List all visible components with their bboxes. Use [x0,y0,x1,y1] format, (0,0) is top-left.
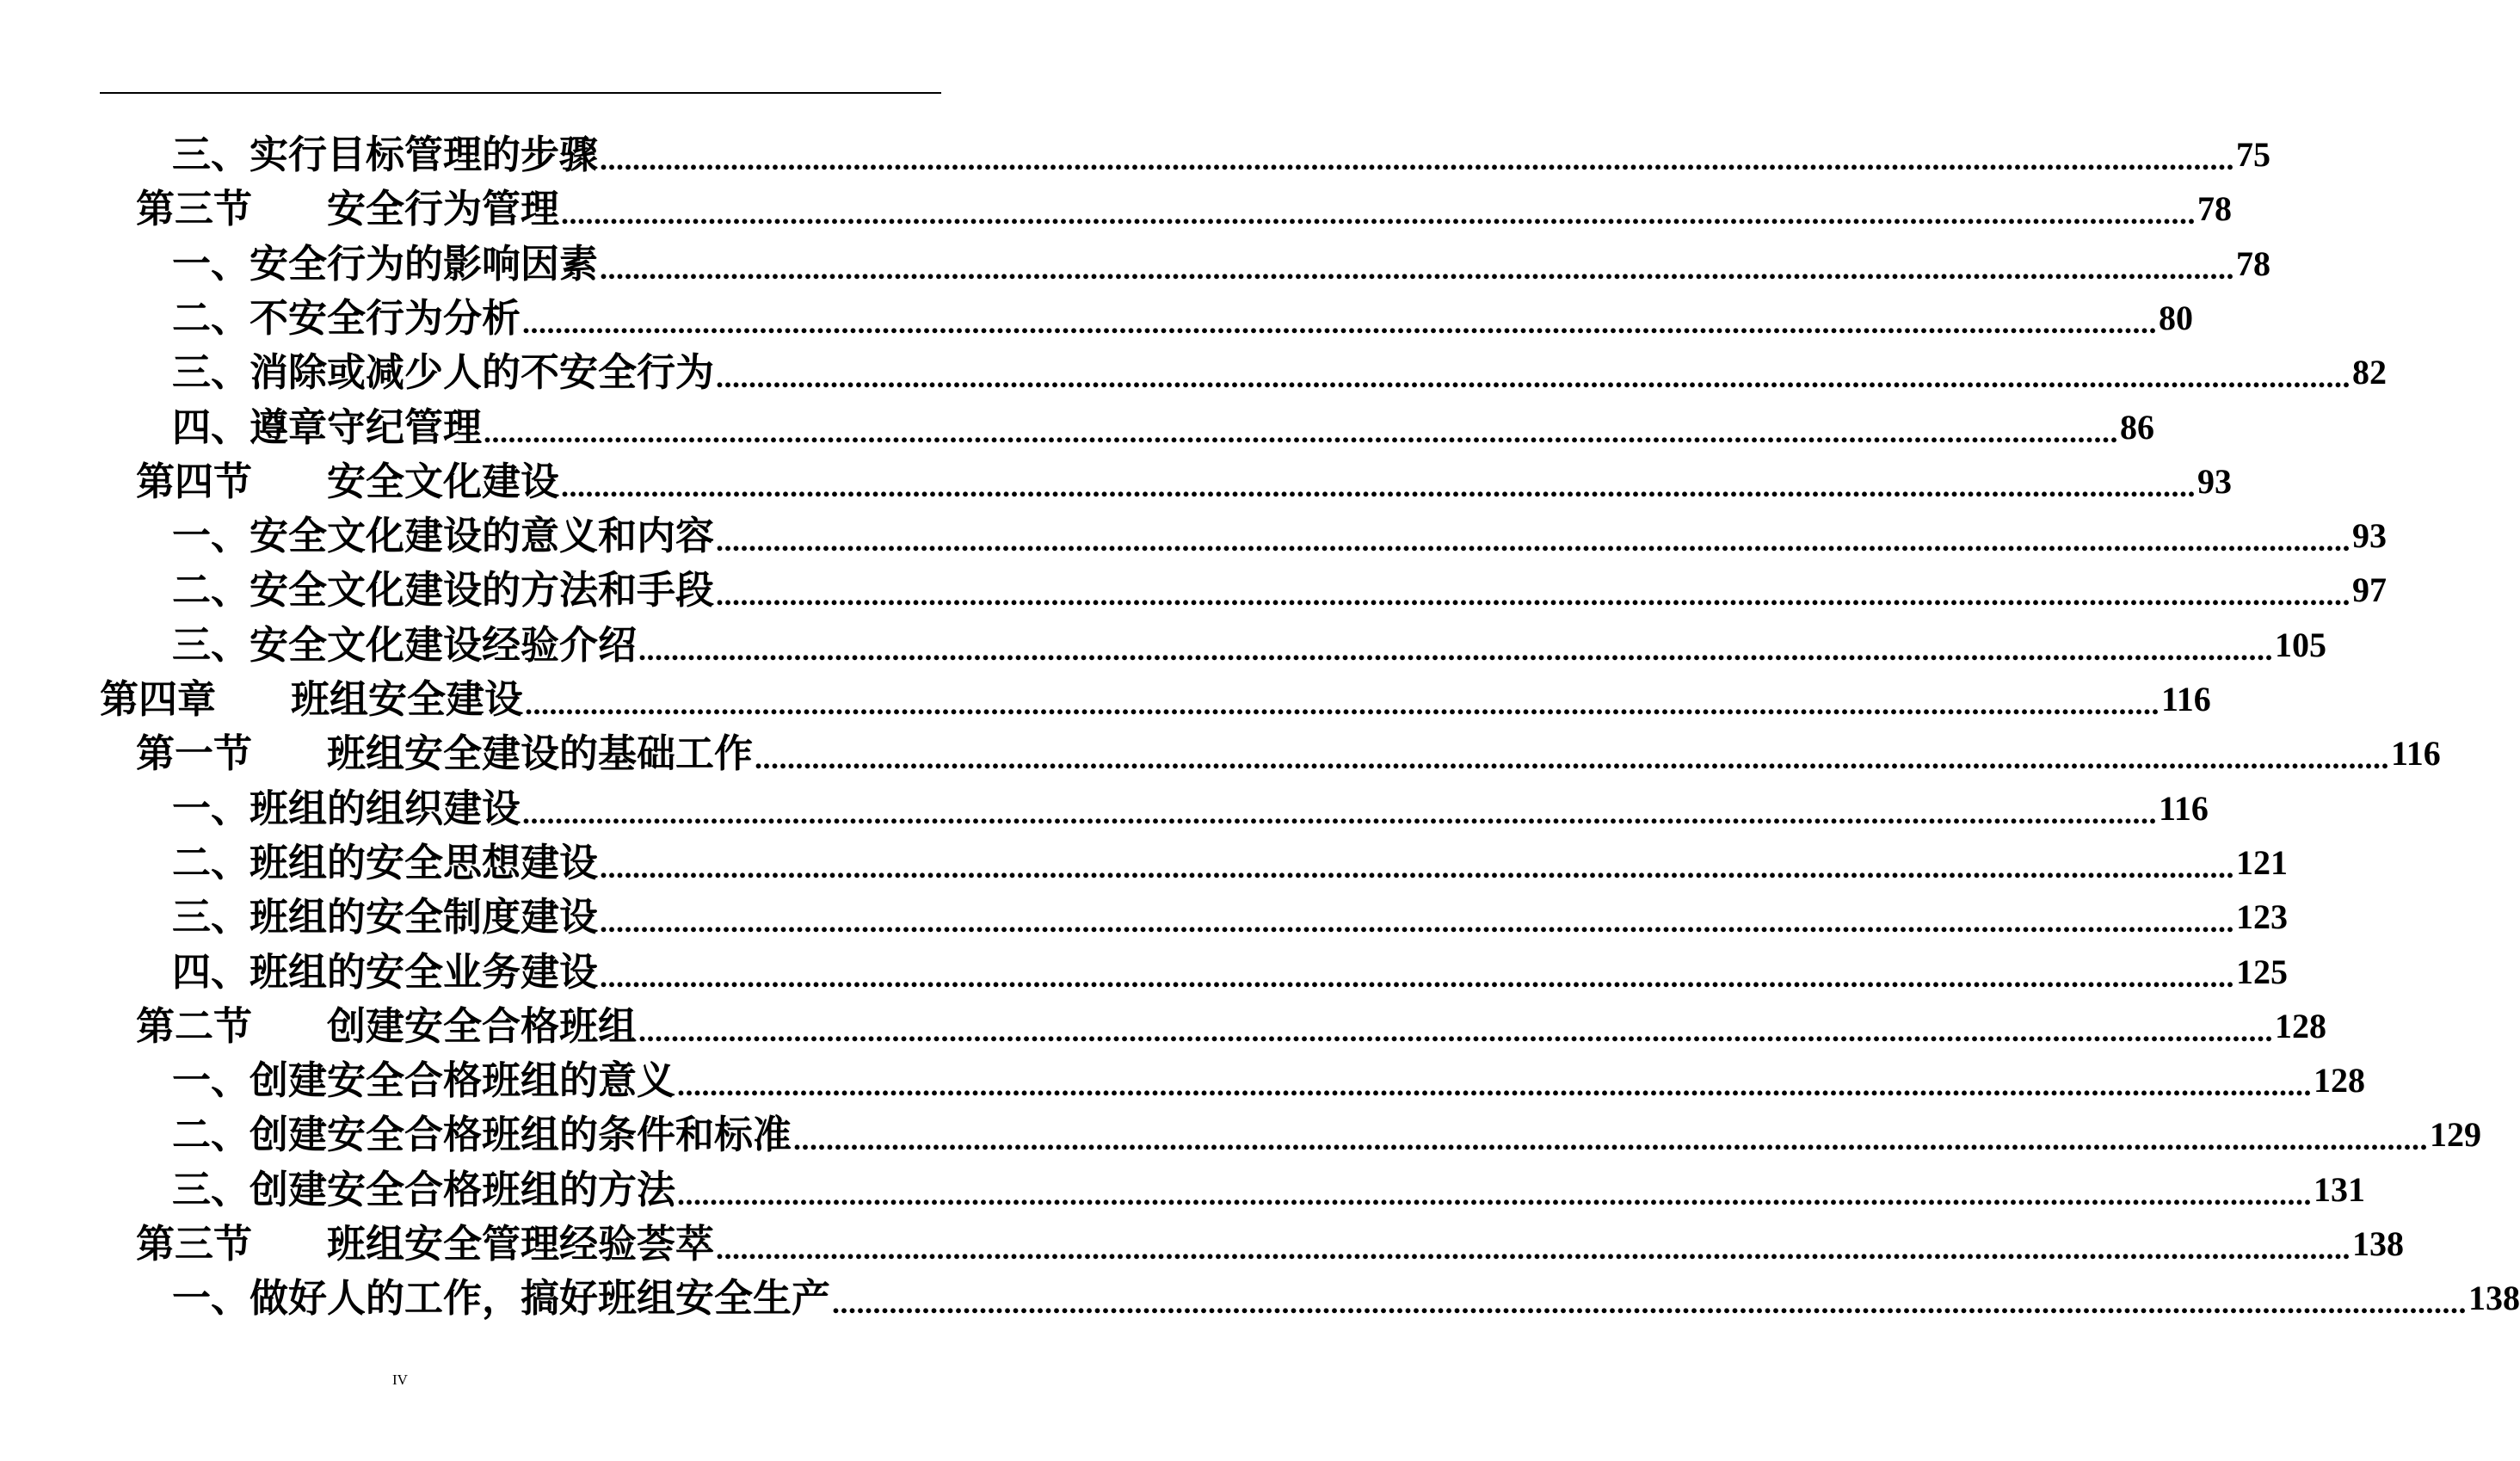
toc-entry[interactable] [172,291,2194,345]
toc-entry[interactable] [172,1271,2520,1325]
toc-entry-label [172,945,598,999]
toc-entry-title: 班组安全管理经验荟萃 [327,1221,715,1267]
toc-entry[interactable] [172,400,2155,454]
toc-entry-page: 116 [2391,734,2441,774]
toc-entry-label [172,835,598,890]
toc-dot-leader: ........................................................................................................................................................................................................ [484,414,2119,449]
toc-dot-leader: ........................................................................................................................................................................................................ [561,196,2197,231]
toc-entry-number: 四、 [172,948,250,995]
toc-entry[interactable] [172,781,2209,835]
toc-dot-leader: ........................................................................................................................................................................................................ [716,1231,2351,1266]
toc-entry[interactable] [172,509,2388,563]
toc-entry-number: 二、 [172,839,250,885]
toc-entry[interactable] [136,1217,2405,1271]
toc-dot-leader: ........................................................................................................................................................................................................ [600,904,2235,940]
toc-entry-title: 班组安全建设的基础工作 [327,730,754,777]
toc-entry-label [172,890,598,944]
toc-dot-leader: ........................................................................................................................................................................................................ [677,1176,2313,1211]
toc-dot-leader: ........................................................................................................................................................................................................ [716,360,2351,395]
toc-entry-number: 三、 [172,621,250,668]
toc-entry-number: 一、 [172,785,250,831]
toc-entry-number: 三、 [172,349,250,396]
toc-entry-label [172,1271,830,1325]
toc-entry-number: 二、 [172,567,250,613]
toc-entry-page: 128 [2314,1061,2366,1100]
toc-entry-title: 创建安全合格班组的条件和标准 [250,1112,792,1158]
toc-entry-number: 三、 [172,1166,250,1212]
toc-entry-number: 四、 [172,404,250,450]
toc-dot-leader: ........................................................................................................................................................................................................ [638,1013,2274,1048]
toc-entry[interactable] [172,563,2388,617]
toc-entry-page: 121 [2236,842,2289,882]
toc-entry-page: 93 [2197,461,2233,501]
page-number: IV [392,1372,408,1388]
toc-entry[interactable] [172,890,2289,944]
toc-entry-number: 三、 [172,132,250,177]
toc-entry-number: 二、 [172,294,250,341]
toc-entry-title: 班组的组织建设 [250,785,521,831]
toc-entry-number: 一、 [172,240,250,287]
toc-entry-label [136,726,753,780]
toc-entry-number: 一、 [172,1275,250,1322]
toc-entry-title: 不安全行为分析 [250,294,521,341]
toc-dot-leader: ........................................................................................................................................................................................................ [716,577,2351,613]
toc-entry-page: 75 [2236,135,2271,174]
toc-dot-leader: ........................................................................................................................................................................................................ [600,959,2235,994]
toc-entry-page: 128 [2275,1006,2327,1045]
toc-entry-label [172,618,637,672]
toc-entry[interactable] [172,1053,2366,1107]
toc-entry[interactable] [172,1107,2482,1162]
toc-entry-number: 第四章 [100,676,217,722]
toc-entry-number: 第四节 [136,458,253,504]
toc-entry[interactable] [172,1162,2366,1217]
toc-dot-leader: ........................................................................................................................................................................................................ [561,468,2197,503]
toc-entry-label [172,237,598,291]
toc-dot-leader: ........................................................................................................................................................................................................ [716,523,2351,558]
toc-entry-label [172,563,714,617]
toc-entry-number: 三、 [172,894,250,940]
toc-entry-label [172,1107,792,1162]
toc-entry-title: 消除或减少人的不安全行为 [250,349,715,396]
toc-entry[interactable] [172,345,2388,399]
toc-entry-number: 第三节 [136,186,253,232]
toc-entry-title: 安全文化建设的方法和手段 [250,567,715,613]
toc-entry[interactable] [172,835,2289,890]
toc-entry-title: 创建安全合格班组 [327,1002,638,1049]
toc-dot-leader: ........................................................................................................................................................................................................ [600,849,2235,885]
toc-entry-title: 创建安全合格班组的意义 [250,1057,676,1104]
toc-entry-number: 第一节 [136,730,253,777]
toc-entry-page: 123 [2236,897,2289,937]
toc-entry-title: 班组的安全思想建设 [250,839,599,885]
toc-entry[interactable] [136,726,2441,780]
toc-entry-page: 138 [2352,1224,2405,1263]
toc-dot-leader: ........................................................................................................................................................................................................ [600,250,2235,286]
toc-entry[interactable] [136,182,2233,236]
toc-entry-page: 86 [2120,407,2155,447]
toc-entry-number: 一、 [172,1057,250,1104]
toc-entry-number: 第二节 [136,1002,253,1049]
toc-entry-title: 安全文化建设 [327,458,560,504]
toc-entry-title: 安全行为的影响因素 [250,240,599,287]
toc-entry-label [172,781,521,835]
toc-dot-leader: ........................................................................................................................................................................................................ [522,305,2158,340]
toc-entry-title: 做好人的工作，搞好班组安全生产 [250,1275,831,1322]
toc-entry-number: 第三节 [136,1221,253,1267]
toc-dot-leader: ........................................................................................................................................................................................................ [522,795,2158,830]
toc-entry-label [172,291,521,345]
toc-dot-leader: ........................................................................................................................................................................................................ [677,1068,2313,1103]
toc-dot-leader: ........................................................................................................................................................................................................ [638,632,2274,667]
toc-entry[interactable] [172,945,2289,999]
toc-entry-title: 创建安全合格班组的方法 [250,1166,676,1212]
toc-entry-page: 116 [2159,788,2209,828]
toc-entry[interactable] [100,672,2211,726]
toc-entry-title: 遵章守纪管理 [250,404,483,450]
toc-entry-page: 125 [2236,952,2289,991]
toc-entry-page: 93 [2352,516,2388,556]
toc-entry-page: 82 [2352,353,2388,392]
toc-entry-page: 131 [2314,1169,2366,1209]
header-rule [100,92,941,94]
toc-entry-title: 安全文化建设经验介绍 [250,621,638,668]
toc-entry-label [172,127,598,182]
toc-entry-page: 116 [2161,680,2211,718]
toc-entry-page: 80 [2159,298,2194,337]
toc-entry-title: 班组的安全制度建设 [250,894,599,940]
toc-entry-title: 安全文化建设的意义和内容 [250,513,715,559]
toc-entry-page: 129 [2430,1115,2482,1155]
toc-entry[interactable] [172,127,2271,182]
toc-dot-leader: ........................................................................................................................................................................................................ [793,1122,2429,1157]
toc-dot-leader: ........................................................................................................................................................................................................ [755,741,2390,776]
toc-entry[interactable] [172,618,2327,672]
toc-entry-page: 97 [2352,570,2388,610]
toc-entry-title: 班组的安全业务建设 [250,948,599,995]
toc-entry-label [100,672,523,726]
toc-entry-label [172,1053,675,1107]
toc-entry[interactable] [172,237,2271,291]
toc-entry-label [136,1217,714,1271]
toc-entry-title: 班组安全建设 [291,676,524,722]
toc-dot-leader: ........................................................................................................................................................................................................ [600,142,2235,176]
toc-entry[interactable] [136,454,2233,509]
toc-entry-page: 78 [2197,189,2233,229]
toc-entry-label [172,1162,675,1217]
toc-entry-label [136,182,559,236]
toc-entry-page: 78 [2236,244,2271,283]
toc-entry-label [172,400,482,454]
toc-entry-label [136,999,637,1053]
toc-entry-label [172,345,714,399]
toc-entry[interactable] [136,999,2327,1053]
toc-entry-number: 一、 [172,513,250,559]
toc-dot-leader: ........................................................................................................................................................................................................ [832,1285,2468,1321]
toc-dot-leader: ........................................................................................................................................................................................................ [525,687,2160,721]
toc-entry-page: 105 [2275,625,2327,664]
toc-entry-title: 安全行为管理 [327,186,560,232]
toc-entry-title: 实行目标管理的步骤 [250,132,599,177]
toc-entry-number: 二、 [172,1112,250,1158]
toc-entry-label [136,454,559,509]
toc-entry-label [172,509,714,563]
toc-entry-page: 138 [2468,1279,2520,1318]
